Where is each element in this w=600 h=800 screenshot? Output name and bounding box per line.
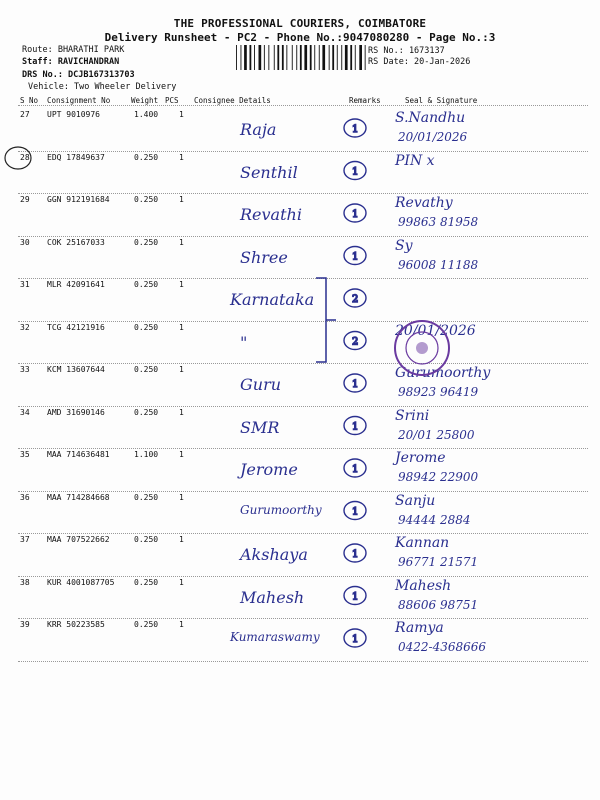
row-consignment-no: KCM 13607644 bbox=[47, 365, 105, 374]
signature-handwriting: PIN x bbox=[395, 152, 435, 169]
row-sno: 33 bbox=[20, 365, 30, 374]
signature-handwriting: Revathy bbox=[395, 195, 453, 211]
row-sno: 39 bbox=[20, 620, 30, 629]
row-pcs: 1 bbox=[179, 450, 184, 459]
table-row bbox=[0, 195, 600, 237]
row-divider bbox=[18, 151, 588, 152]
remark-mark-text: 1 bbox=[352, 124, 359, 135]
signature-phone-note: 20/01/2026 bbox=[398, 130, 468, 144]
row-weight: 0.250 bbox=[134, 237, 159, 247]
remark-mark-text: 1 bbox=[352, 464, 359, 475]
signature-handwriting: Gurumoorthy bbox=[395, 365, 491, 381]
table-row bbox=[0, 450, 600, 492]
row-divider bbox=[18, 661, 588, 662]
signature-handwriting: Mahesh bbox=[395, 577, 452, 594]
table-row bbox=[0, 493, 600, 535]
row-weight: 1.400 bbox=[134, 110, 159, 119]
signature-phone-note: 94444 2884 bbox=[398, 512, 471, 527]
signature-handwriting: Kannan bbox=[395, 535, 450, 551]
consignee-handwritten-name: Gurumoorthy bbox=[240, 502, 322, 517]
signature-handwriting: Ramya bbox=[395, 620, 444, 636]
col-consignment: Consignment No bbox=[47, 96, 111, 105]
row-divider bbox=[18, 193, 588, 194]
row-pcs: 1 bbox=[179, 365, 184, 374]
row-divider bbox=[18, 533, 588, 534]
consignee-handwritten-name: Raja bbox=[240, 120, 277, 139]
row-pcs: 1 bbox=[179, 195, 184, 204]
remark-mark-text: 1 bbox=[352, 421, 359, 433]
signature-phone-note: 88606 98751 bbox=[398, 597, 479, 612]
row-weight: 0.250 bbox=[134, 195, 159, 204]
consignee-handwritten-name: SMR bbox=[240, 417, 280, 437]
row-weight: 0.250 bbox=[134, 280, 159, 289]
row-divider bbox=[18, 576, 588, 577]
row-weight: 0.250 bbox=[134, 322, 159, 332]
company-title: THE PROFESSIONAL COURIERS, COIMBATORE bbox=[173, 17, 427, 30]
row-consignment-no: MLR 42091641 bbox=[47, 280, 105, 289]
row-pcs: 1 bbox=[179, 237, 184, 247]
row-divider bbox=[18, 321, 588, 322]
table-row bbox=[0, 153, 600, 195]
row-pcs: 1 bbox=[179, 492, 184, 502]
col-seal: Seal & Signature bbox=[405, 96, 478, 105]
staff-label: Staff: RAVICHANDRAN bbox=[22, 57, 120, 67]
row-pcs: 1 bbox=[179, 535, 184, 544]
consignee-handwritten-name: Shree bbox=[240, 247, 288, 267]
row-pcs: 1 bbox=[179, 110, 184, 119]
row-divider bbox=[18, 236, 588, 237]
route-label: Route: BHARATHI PARK bbox=[22, 45, 125, 55]
col-consignee: Consignee Details bbox=[194, 96, 271, 105]
consignee-handwritten-name: Akshaya bbox=[240, 545, 308, 564]
row-weight: 1.100 bbox=[134, 450, 159, 459]
table-row bbox=[0, 578, 600, 620]
col-remarks: Remarks bbox=[349, 96, 381, 105]
row-weight: 0.250 bbox=[134, 577, 159, 587]
row-weight: 0.250 bbox=[134, 365, 159, 374]
row-divider bbox=[18, 618, 588, 619]
remark-mark-text: 1 bbox=[352, 166, 359, 178]
col-pcs: PCS bbox=[165, 96, 179, 105]
row-weight: 0.250 bbox=[134, 535, 159, 544]
header-divider bbox=[18, 105, 588, 106]
row-pcs: 1 bbox=[179, 577, 184, 587]
row-sno: 36 bbox=[20, 492, 30, 502]
remark-mark-text: 1 bbox=[352, 549, 359, 560]
row-consignment-no: KUR 4001087705 bbox=[47, 577, 115, 587]
remark-mark-text: 1 bbox=[352, 209, 359, 220]
row-sno: 28 bbox=[20, 152, 30, 162]
row-pcs: 1 bbox=[179, 322, 184, 332]
row-divider bbox=[18, 448, 588, 449]
signature-phone-note: 20/01 25800 bbox=[398, 427, 475, 442]
signature-handwriting: Sy bbox=[395, 237, 413, 254]
row-pcs: 1 bbox=[179, 620, 184, 629]
row-consignment-no: UPT 9010976 bbox=[47, 110, 100, 119]
table-row bbox=[0, 620, 600, 662]
row-sno: 29 bbox=[20, 195, 30, 204]
row-sno: 31 bbox=[20, 280, 30, 289]
consignee-handwritten-name: Senthil bbox=[240, 162, 298, 182]
signature-handwriting: Sanju bbox=[395, 492, 436, 509]
row-consignment-no: KRR 50223585 bbox=[47, 620, 105, 629]
row-consignment-no: MAA 714636481 bbox=[47, 450, 110, 459]
drs-number: DRS No.: DCJB167313703 bbox=[22, 70, 135, 80]
row-weight: 0.250 bbox=[134, 407, 159, 417]
table-row bbox=[0, 238, 600, 280]
table-row bbox=[0, 408, 600, 450]
signature-handwriting: Srini bbox=[395, 407, 430, 424]
remark-mark-text: 1 bbox=[352, 379, 359, 390]
col-sno: S No bbox=[20, 96, 39, 105]
consignee-handwritten-name: " bbox=[240, 332, 248, 352]
table-row bbox=[0, 535, 600, 577]
row-pcs: 1 bbox=[179, 407, 184, 417]
rs-date: RS Date: 20-Jan-2026 bbox=[368, 57, 471, 67]
col-weight: Weight bbox=[131, 96, 159, 105]
row-consignment-no: COK 25167033 bbox=[47, 237, 105, 247]
consignee-handwritten-name: Mahesh bbox=[240, 587, 305, 607]
signature-handwriting: Jerome bbox=[395, 450, 446, 466]
rs-number: RS No.: 1673137 bbox=[368, 46, 445, 56]
table-row bbox=[0, 365, 600, 407]
row-consignment-no: AMD 31690146 bbox=[47, 407, 105, 417]
row-sno: 38 bbox=[20, 577, 30, 587]
row-divider bbox=[18, 491, 588, 492]
signature-handwriting: S.Nandhu bbox=[395, 110, 466, 126]
table-row bbox=[0, 110, 600, 152]
remark-mark-text: 2 bbox=[352, 294, 359, 305]
row-sno: 35 bbox=[20, 450, 30, 459]
row-sno: 27 bbox=[20, 110, 30, 119]
consignee-handwritten-name: Guru bbox=[240, 375, 282, 394]
consignee-handwritten-name: Karnataka bbox=[230, 290, 315, 309]
row-sno: 34 bbox=[20, 407, 30, 417]
signature-phone-note: 96771 21571 bbox=[398, 555, 479, 569]
row-sno: 37 bbox=[20, 535, 30, 544]
remark-mark-text: 2 bbox=[352, 336, 359, 348]
row-divider bbox=[18, 278, 588, 279]
runsheet-subtitle: Delivery Runsheet - PC2 - Phone No.:9047080280 - Page No.:3 bbox=[104, 31, 496, 44]
consignee-handwritten-name: Revathi bbox=[240, 205, 302, 224]
consignee-handwritten-name: Jerome bbox=[240, 460, 298, 479]
table-row bbox=[0, 280, 600, 322]
remark-mark-text: 1 bbox=[352, 251, 359, 263]
row-sno: 30 bbox=[20, 237, 30, 247]
row-sno: 32 bbox=[20, 322, 30, 332]
signature-phone-note: 99863 81958 bbox=[398, 215, 479, 229]
karnataka-stamp bbox=[392, 318, 452, 378]
signature-phone-note: 96008 11188 bbox=[398, 257, 479, 272]
row-consignment-no: MAA 707522662 bbox=[47, 535, 110, 544]
consignee-handwritten-name: Kumaraswamy bbox=[230, 630, 320, 644]
row-weight: 0.250 bbox=[134, 152, 159, 162]
row-consignment-no: MAA 714284668 bbox=[47, 492, 110, 502]
row-consignment-no: EDQ 17849637 bbox=[47, 152, 105, 162]
signature-phone-note: 98923 96419 bbox=[398, 385, 479, 399]
row-pcs: 1 bbox=[179, 152, 184, 162]
remark-mark-text: 1 bbox=[352, 591, 359, 603]
vehicle-label: Vehicle: Two Wheeler Delivery bbox=[28, 82, 177, 92]
signature-phone-note: 0422-4368666 bbox=[398, 640, 487, 654]
row-pcs: 1 bbox=[179, 280, 184, 289]
barcode-image bbox=[236, 45, 366, 70]
signature-phone-note: 98942 22900 bbox=[398, 470, 479, 484]
row-divider bbox=[18, 363, 588, 364]
remark-mark-text: 1 bbox=[352, 506, 359, 518]
row-divider bbox=[18, 406, 588, 407]
row-consignment-no: GGN 912191684 bbox=[47, 195, 110, 204]
row-weight: 0.250 bbox=[134, 620, 159, 629]
table-row bbox=[0, 323, 600, 365]
row-weight: 0.250 bbox=[134, 492, 159, 502]
remark-mark-text: 1 bbox=[352, 634, 359, 645]
signature-handwriting: 20/01/2026 bbox=[395, 322, 476, 339]
row-consignment-no: TCG 42121916 bbox=[47, 322, 105, 332]
